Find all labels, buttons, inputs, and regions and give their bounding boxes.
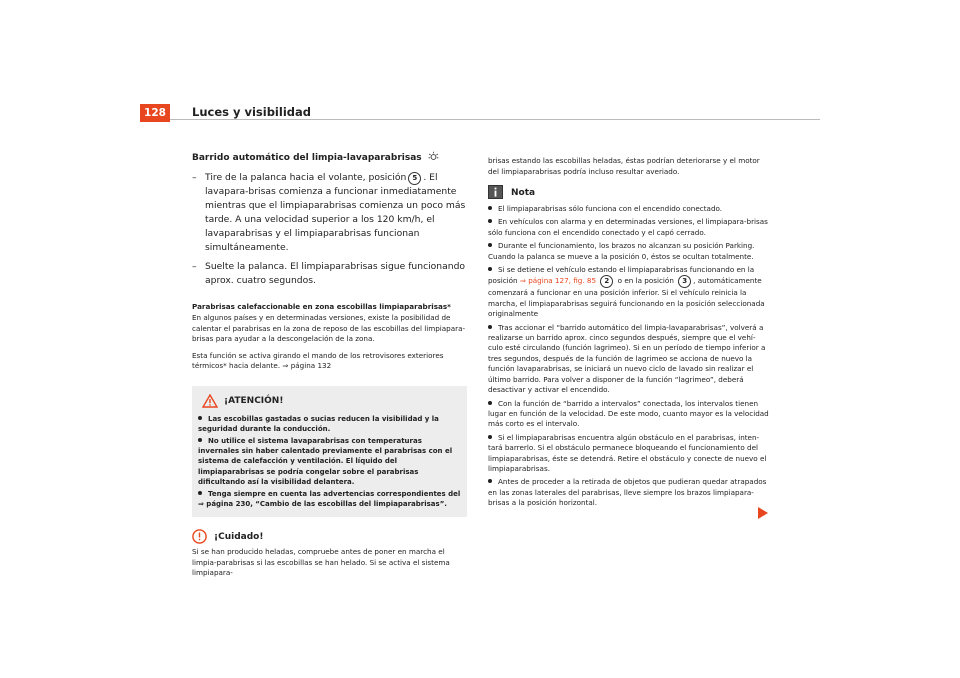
note-item: Tras accionar el “barrido automático del limpia-lavaparabrisas”, volverá a realizarse un barrido aprox. cinco segundos después, siempre que el vehí-culo esté circulando (función lagrimeo). Si en un período de tiempo inferior a tres segundos, después de la función de lagrimeo se acciona de nuevo la función lavaparabrisas, se iniciará un nuevo ciclo de lavado sin realizar el último barrido. Para volver a disponer de la función “lagrimeo”, deberá desactivar y activar el encendido.: [488, 322, 766, 395]
note-item: El limpiaparabrisas sólo funciona con el encendido conectado.: [488, 204, 770, 214]
note-header: Nota: [488, 185, 770, 200]
step-2: – Suelte la palanca. El limpiaparabrisas sigue funcionando aprox. cuatro segundos.: [192, 261, 466, 286]
warning-box: [192, 386, 467, 518]
page-reference-link[interactable]: ⇒ página 127, fig. 85: [519, 276, 597, 286]
marker-2: 2: [600, 275, 613, 288]
caution-text: Si se han producido heladas, compruebe antes de poner en marcha el limpia-parabrisas si las escobillas se han helado. Si se activa el sistema limpiapara-: [192, 547, 450, 578]
right-column: [488, 154, 770, 512]
heated-windscreen-title: Parabrisas calefaccionable en zona escobillas limpiaparabrisas*: [192, 302, 451, 311]
note-item: Si el limpiaparabrisas encuentra algún obstáculo en el parabrisas, inten-tará barrerlo. Si el obstáculo permanece bloqueando el funcionamiento del limpiaparabrisas, éste se detendrá. Retire el obstáculo y conecte de nuevo el limpiaparabrisas.: [488, 432, 767, 473]
page-number: 128: [140, 104, 170, 122]
heated-windscreen-activation: Esta función se activa girando el mando de los retrovisores exteriores térmicos* hacia delante. ⇒ página 132: [192, 350, 444, 370]
page-header-title: Luces y visibilidad: [192, 105, 311, 119]
warning-item: No utilice el sistema lavaparabrisas con temperaturas invernales sin haber calentado previamente el parabrisas con el sistema de calefacción y ventilación. El líquido del limpiaparabrisas se podría congelar sobre el parabrisas dificultando así la visibilidad delantera.: [198, 436, 453, 486]
warning-item: Tenga siempre en cuenta las advertencias correspondientes del ⇒ página 230, “Cambio de las escobillas del limpiaparabrisas”.: [198, 489, 461, 509]
warning-triangle-icon: [202, 394, 218, 408]
note-icon: [488, 185, 505, 200]
marker-5: 5: [408, 172, 421, 185]
warning-item: Las escobillas gastadas o sucias reducen la visibilidad y la seguridad durante la conducción.: [198, 414, 439, 433]
caution-header: ¡Cuidado!: [192, 529, 467, 544]
caution-continuation: brisas estando las escobillas heladas, éstas podrían deteriorarse y el motor del limpiaparabrisas podría incluso resultar averiado.: [488, 156, 760, 176]
warning-header: ¡ATENCIÓN!: [202, 394, 461, 408]
heated-windscreen-text: En algunos países y en determinadas versiones, existe la posibilidad de calentar el parabrisas en la zona de reposo de las escobillas del limpiapara-brisas para ayudar a la descongelación de la zona.: [192, 313, 466, 343]
sun-icon: [428, 151, 439, 165]
left-column: [192, 151, 467, 585]
note-item: En vehículos con alarma y en determinadas versiones, el limpiapara-brisas sólo funciona con el encendido conectado y el capó cerrado.: [488, 217, 768, 237]
caution-icon: [192, 529, 207, 544]
step-1: – Tire de la palanca hacia el volante, posición 5 . El lavapara-brisas comienza a funcionar inmediatamente mientras que el limpiaparabrisas comienza un poco más tarde. A una velocidad superior a los 120 km/h, el lavaparabrisas y el limpiaparabrisas funcionan simultáneamente.: [192, 172, 466, 253]
note-item: Antes de proceder a la retirada de objetos que pudieran quedar atrapados en las zonas laterales del parabrisas, lleve siempre los brazos limpiapara-brisas a la posición horizontal.: [488, 477, 767, 508]
note-item: Si se detiene el vehículo estando el limpiaparabrisas funcionando en la posición ⇒ página 127, fig. 85 2 o en la posición 3 , automáticamente comenzará a funcionar en una posición inferior. Si el vehículo reinicia la marcha, el limpiaparabrisas seguirá funcionando en la posición seleccionada originalmente: [488, 265, 765, 319]
header-rule: [170, 119, 820, 120]
marker-3: 3: [678, 275, 691, 288]
next-page-arrow-icon[interactable]: [757, 506, 769, 520]
note-item: Con la función de “barrido a intervalos” conectada, los intervalos tienen lugar en función de la velocidad. De este modo, cuanto mayor es la velocidad más corto es el intervalo.: [488, 398, 769, 429]
note-item: Durante el funcionamiento, los brazos no alcanzan su posición Parking. Cuando la palanca se mueve a la posición 0, éstos se ocultan totalmente.: [488, 241, 755, 261]
section-title: Barrido automático del limpia-lavaparabrisas: [192, 151, 467, 165]
